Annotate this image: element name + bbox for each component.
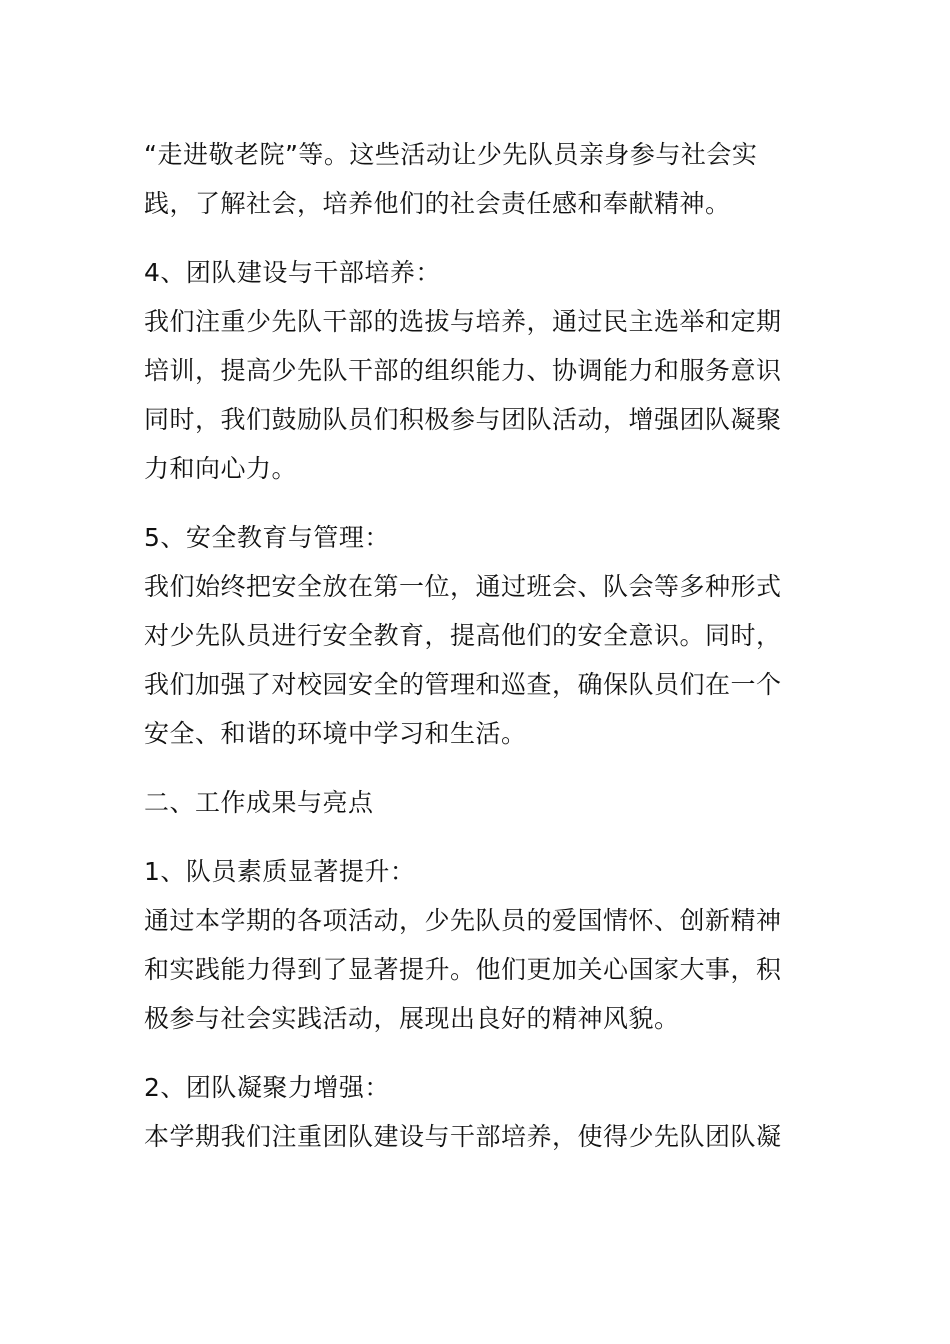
- paragraph-line: 我们注重少先队干部的选拔与培养，通过民主选举和定期: [144, 307, 782, 336]
- paragraph-line: 同时，我们鼓励队员们积极参与团队活动，增强团队凝聚: [144, 405, 782, 434]
- paragraph-line: 和实践能力得到了显著提升。他们更加关心国家大事，积: [144, 955, 782, 984]
- section-heading: 1、队员素质显著提升：: [144, 857, 416, 886]
- chapter-heading: 二、工作成果与亮点: [144, 788, 374, 817]
- paragraph-line: 培训，提高少先队干部的组织能力、协调能力和服务意识: [144, 356, 782, 385]
- paragraph-line: 极参与社会实践活动，展现出良好的精神风貌。: [144, 1004, 680, 1033]
- paragraph-line: 通过本学期的各项活动，少先队员的爱国情怀、创新精神: [144, 906, 782, 935]
- paragraph-line: 我们始终把安全放在第一位，通过班会、队会等多种形式: [144, 572, 782, 601]
- section-heading: 4、团队建设与干部培养：: [144, 258, 441, 287]
- paragraph-line: 安全、和谐的环境中学习和生活。: [144, 719, 527, 748]
- paragraph-line: 力和向心力。: [144, 454, 298, 483]
- paragraph-line: 践，了解社会，培养他们的社会责任感和奉献精神。: [144, 189, 731, 218]
- document-page: [144, 130, 814, 1161]
- paragraph-line: 本学期我们注重团队建设与干部培养，使得少先队团队凝: [144, 1122, 782, 1151]
- paragraph-line: “走进敬老院”等。这些活动让少先队员亲身参与社会实: [144, 140, 758, 169]
- section-heading: 2、团队凝聚力增强：: [144, 1073, 390, 1102]
- paragraph-line: 我们加强了对校园安全的管理和巡查，确保队员们在一个: [144, 670, 782, 699]
- section-heading: 5、安全教育与管理：: [144, 523, 390, 552]
- paragraph-line: 对少先队员进行安全教育，提高他们的安全意识。同时，: [144, 621, 782, 650]
